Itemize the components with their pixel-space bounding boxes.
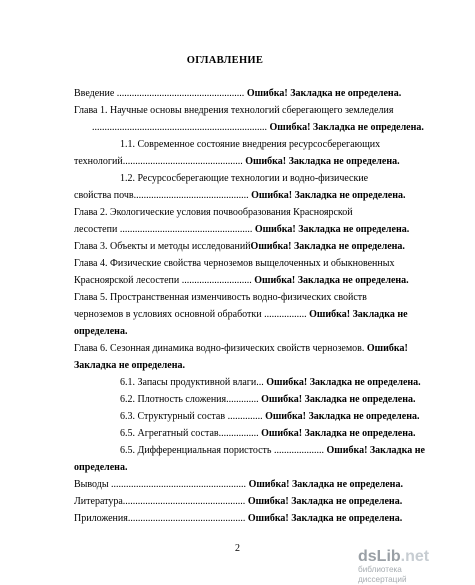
toc-entry-6-2: 6.2. Плотность сложения............. Ошибка! Закладка не определена. (120, 394, 416, 405)
toc-entry-conclusions: Выводы ...................................................... Ошибка! Закладка не определена. (74, 479, 403, 490)
toc-entry-ch4-cont: Красноярской лесостепи ............................ Ошибка! Закладка не определена. (74, 275, 409, 286)
toc-entry-6-5b-cont: определена. (74, 462, 128, 473)
toc-entry-6-1: 6.1. Запасы продуктивной влаги... Ошибка! Закладка не определена. (120, 377, 421, 388)
toc-title: ОГЛАВЛЕНИЕ (186, 55, 264, 66)
page-number: 2 (235, 543, 240, 554)
watermark-logo: dsLib.net (358, 548, 430, 565)
toc-entry-1-1-cont: технологий................................................ Ошибка! Закладка не определена. (74, 156, 400, 167)
toc-entry-ch3: Глава 3. Объекты и методы исследованийОшибка! Закладка не определена. (74, 241, 405, 252)
watermark-subtitle: библиотека диссертаций (358, 565, 407, 584)
toc-entry-6-5b: 6.5. Дифференциальная пористость .................... Ошибка! Закладка не (120, 445, 425, 456)
toc-entry-6-5a: 6.5. Агрегатный состав................ Ошибка! Закладка не определена. (120, 428, 416, 439)
toc-entry-1-2: 1.2. Ресурсосберегающие технологии и водно-физические (120, 173, 369, 184)
toc-entry-ch6-cont: Закладка не определена. (74, 360, 185, 371)
toc-entry-ch2-cont: лесостепи ..................................................... Ошибка! Закладка не определена. (74, 224, 410, 235)
toc-entry-literature: Литература................................................. Ошибка! Закладка не определена. (74, 496, 403, 507)
toc-entry-ch5-cont: черноземов в условиях основной обработки ................. Ошибка! Закладка не (74, 309, 408, 320)
toc-entry-intro: Введение ................................................... Ошибка! Закладка не определена. (74, 88, 402, 99)
toc-entry-ch6: Глава 6. Сезонная динамика водно-физических свойств черноземов. Ошибка! (74, 343, 408, 354)
toc-entry-ch2: Глава 2. Экологические условия почвообразования Красноярской (74, 207, 353, 218)
toc-entry-appendices: Приложения............................................... Ошибка! Закладка не определена. (74, 513, 403, 524)
toc-entry-ch1: Глава 1. Научные основы внедрения технологий сберегающего земледелия (74, 105, 394, 116)
watermark (358, 548, 450, 582)
toc-entry-6-3: 6.3. Структурный состав .............. Ошибка! Закладка не определена. (120, 411, 420, 422)
toc-entry-ch5-cont2: определена. (74, 326, 128, 337)
toc-entry-1-2-cont: свойства почв.............................................. Ошибка! Закладка не определена. (74, 190, 406, 201)
toc-entry-1-1: 1.1. Современное состояние внедрения ресурсосберегающих (120, 139, 381, 150)
toc-entry-ch5: Глава 5. Пространственная изменчивость водно-физических свойств (74, 292, 367, 303)
toc-entry-ch4: Глава 4. Физические свойства черноземов выщелоченных и обыкновенных (74, 258, 395, 269)
toc-entry-ch1-cont: ...................................................................... Ошибка! Закладка не определена. (92, 122, 424, 133)
